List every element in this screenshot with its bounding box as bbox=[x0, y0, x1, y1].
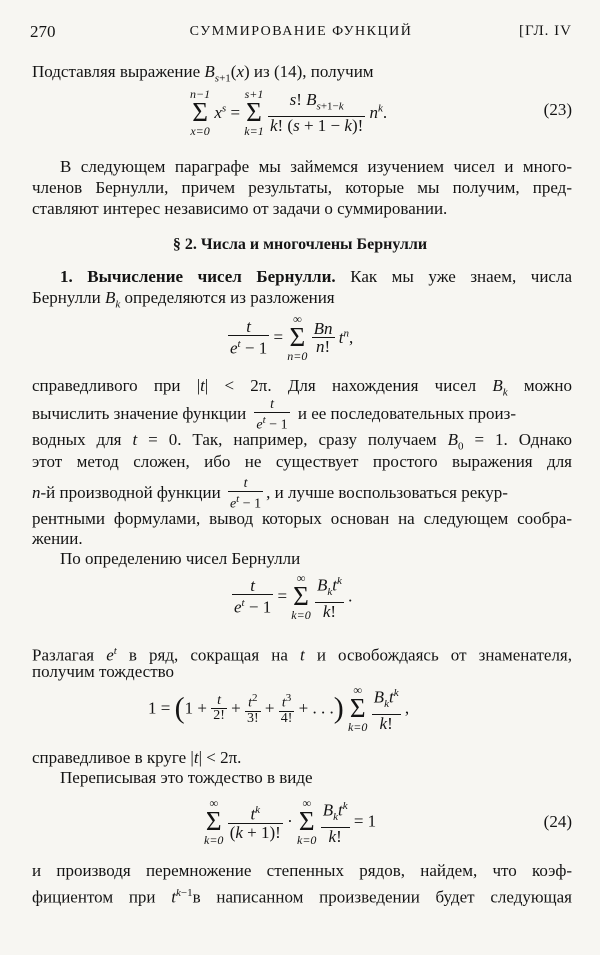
para3-line5b: , и лучше воспользоваться рекур- bbox=[266, 483, 508, 503]
sub1-line1 bbox=[60, 266, 572, 288]
para2-line2: членов Бернулли, причем результаты, которые мы получим, пред- bbox=[32, 178, 572, 197]
para4-line1: По определению чисел Бернулли bbox=[60, 549, 301, 568]
para6-line1: справедливое в круге |t| < 2π. bbox=[32, 748, 242, 767]
para3-line7: жении. bbox=[32, 529, 83, 548]
para5-line1: Разлагая $e^t$ в ряд, сокращая на t и освобождаясь от знаменателя, bbox=[32, 645, 572, 665]
para2-line1: В следующем параграфе мы займемся изучением чисел и много- bbox=[60, 157, 572, 176]
para3-line2b: и ее последовательных произ- bbox=[297, 404, 517, 424]
page-number: 270 bbox=[30, 22, 56, 41]
book-page: 270 СУММИРОВАНИЕ ФУНКЦИЙ [ГЛ. IV Подставляя выражение $B_{s+1}(x)$ из (14), получим n−1 Σ x=0 $x^s$ = s+1 Σ k=1 $\frac{s! B_{s+1-k}}{k! (s + 1 - k)!}$ $n^k$. (23) В следующем параграфе мы займемся изучением чисел и много- членов Бернулли, причем результаты, которые мы получим, пред- ставляют интерес независимо от задачи о суммировании. § 2. Числа и многочлены Бернулли 1. Вычисление чисел Бернулли. Как мы уже знаем, числа Бернулли $B_k$ определяются из разложения $\frac{t}{e^t - 1}$ = ∞ Σ n=0 $\frac{Bn}{n!}$ $t^n$, справедливого при |t| < 2π. Для нахождения чисел $B_k$ можно вычислить значение функции $\frac{t}{e^t - 1}$ и ее последовательных произ- водных для t = 0. Так, например, сразу получаем $B_0 = 1$. Однако этот метод сложен, ибо не существует простого выражения для n-й производной функции $\frac{t}{e^t - 1}$ , и лучше воспользоваться рекур- рентными формулами, вывод которых основан на следующем сообра- жении. По определению чисел Бернулли $\frac{t}{e^t - 1}$ = ∞ Σ k=0 $B_kt^k$ k! . Разлагая $e^t$ в ряд, сокращая на t и освобождаясь от знаменателя, получим тождество 1 = (1 + $\frac{t}{2!}$ + $\frac{t^2}{3!}$ + $\frac{t^3}{4!}$ + . . .) ∞ Σ k=0 $B_kt^k$ k! , справедливое в круге |t| < 2π. Переписывая это тождество в виде ∞ Σ k=0 $\frac{t^k}{(k + 1)!}$ · ∞ Σ k=0 $B_kt^k$ k! = 1 (24) и производя перемножение степенных рядов, найдем, что коэф- фициентом при $t^{k-1}в$ написанном произведении будет следующая bbox=[0, 0, 600, 955]
para3-line6: рентными формулами, вывод которых основан на следующем сообра- bbox=[32, 509, 572, 528]
para5-line2: получим тождество bbox=[32, 662, 175, 681]
para3-line5: n-й производной функции $\frac{t}{e^t - 1}$ , и лучше воспользоваться рекур- bbox=[32, 476, 508, 512]
para3-line2a: вычислить значение функции bbox=[32, 404, 247, 424]
para6-line2: Переписывая это тождество в виде bbox=[60, 768, 313, 787]
section-title: § 2. Числа и многочлены Бернулли bbox=[172, 236, 428, 253]
sub1-title: 1. Вычисление чисел Бернулли. bbox=[60, 267, 336, 286]
para7-line2: фициентом при $t^{k-1}в$ написанном произведении будет следующая bbox=[32, 887, 572, 907]
para3-line2: вычислить значение функции $\frac{t}{e^t - 1}$ и ее последовательных произ- bbox=[32, 397, 517, 433]
sub1-line2: Бернулли $B_k$ определяются из разложения bbox=[32, 288, 335, 311]
para3-line4: этот метод сложен, ибо не существует простого выражения для bbox=[32, 452, 572, 471]
para1-line1: Подставляя выражение $B_{s+1}(x)$ из (14), получим bbox=[32, 62, 374, 85]
para7-line1: и производя перемножение степенных рядов, найдем, что коэф- bbox=[32, 861, 572, 880]
equation-23-number: (23) bbox=[543, 100, 572, 119]
para3-line1: справедливого при |t| < 2π. Для нахождения чисел $B_k$ можно bbox=[32, 376, 572, 399]
para7-line2b: в написанном произведении будет следующая bbox=[192, 887, 572, 907]
para2-line3: ставляют интерес независимо от задачи о суммировании. bbox=[32, 199, 448, 218]
chapter-label: [ГЛ. IV bbox=[518, 23, 572, 39]
equation-24-number: (24) bbox=[543, 812, 572, 831]
sub1-line1-rest: Как мы уже знаем, числа bbox=[350, 267, 573, 286]
running-head: СУММИРОВАНИЕ ФУНКЦИЙ bbox=[189, 24, 413, 39]
para3-line3: водных для t = 0. Так, например, сразу получаем $B_0 = 1$. Однако bbox=[32, 430, 572, 453]
para7-line2a: фициентом при bbox=[32, 887, 156, 907]
page-header bbox=[30, 22, 572, 46]
